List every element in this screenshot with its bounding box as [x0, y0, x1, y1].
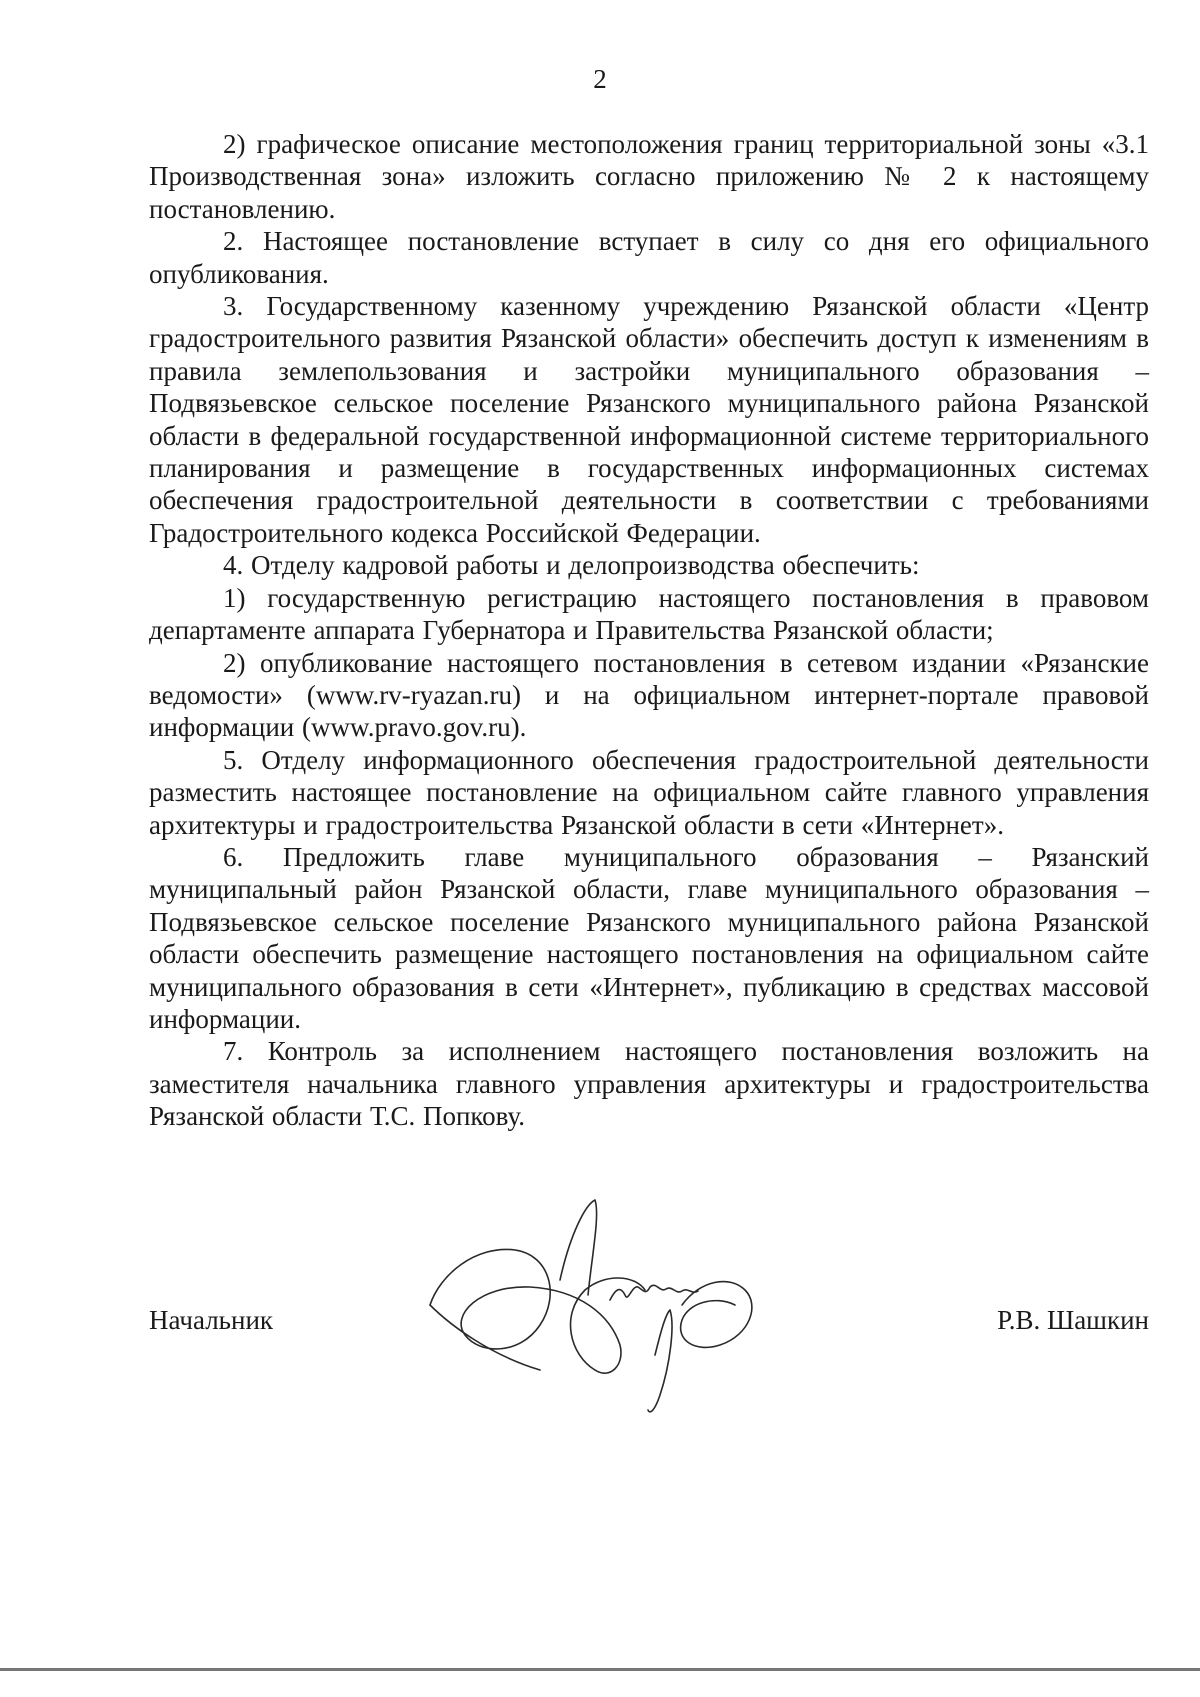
paragraph-4-1-registration: 1) государственную регистрацию настоящего постановления в правовом департаменте аппарата Губернатора и Правительства Рязанской области; — [149, 582, 1149, 646]
paragraph-4-personnel-department: 4. Отделу кадровой работы и делопроизводства обеспечить: — [223, 550, 920, 581]
paragraph-7-control: 7. Контроль за исполнением настоящего постановления возложить на заместителя начальника главного управления архитектуры и градостроительства Рязанской области Т.С. Попкову. — [149, 1036, 1149, 1132]
paragraph-4-2-publication: 2) опубликование настоящего постановления в сетевом издании «Рязанские ведомости» (www.rv-ryazan.ru) и на официальном интернет-портале правовой информации (www.pravo.gov.ru). — [149, 647, 1149, 743]
paragraph-3-state-institution: 3. Государственному казенному учреждению Рязанской области «Центр градостроительного развития Рязанской области» обеспечить доступ к изменениям в правила землепользования и застройки муниципального образования – Подвязьевское сельское поселение Рязанского муниципального района Рязанской области в федеральной государственной информационной системе территориального планирования и размещение в государственных информационных системах обеспечения градостроительной деятельности в соответствии с требованиями Градостроительного кодекса Российской Федерации. — [149, 291, 1149, 548]
signatory-name: Р.В. Шашкин — [997, 1305, 1149, 1335]
paragraph-2-entry-into-force: 2. Настоящее постановление вступает в силу со дня его официального опубликования. — [149, 226, 1149, 289]
document-body — [149, 128, 1149, 1133]
paragraph-5-information-department: 5. Отделу информационного обеспечения градостроительной деятельности разместить настоящее постановление на официальном сайте главного управления архитектуры и градостроительства Рязанской области в сети «Интернет». — [149, 744, 1149, 840]
paragraph-1-2-graphic-description: 2) графическое описание местоположения границ территориальной зоны «3.1 Производственная зона» изложить согласно приложению № 2 к настоящему постановлению. — [149, 129, 1149, 224]
paragraph-6-municipal-heads: 6. Предложить главе муниципального образования – Рязанский муниципальный район Рязанской области, главе муниципального образования – Подвязьевское сельское поселение Рязанского муниципального района Рязанской области обеспечить размещение настоящего постановления на официальном сайте муниципального образования в сети «Интернет», публикацию в средствах массовой информации. — [149, 841, 1149, 1034]
scan-edge-line — [0, 1668, 1200, 1671]
signatory-position: Начальник — [149, 1305, 274, 1335]
handwritten-signature-icon — [420, 1195, 820, 1425]
page-number: 2 — [593, 64, 607, 94]
